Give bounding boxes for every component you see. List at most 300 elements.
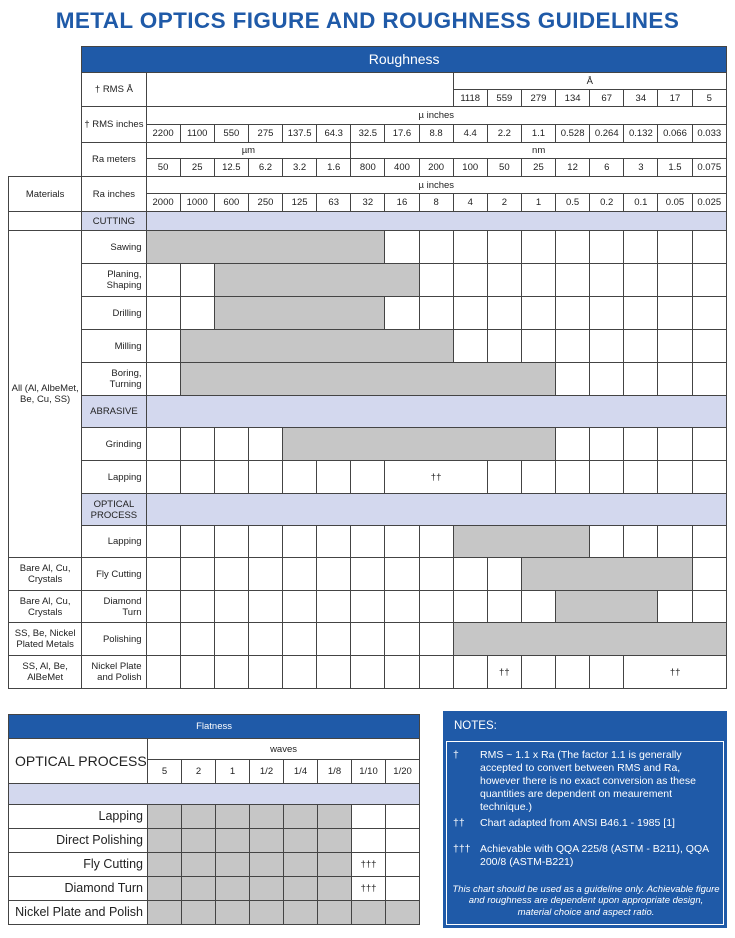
ra-meters-value: 12.5 [214, 159, 248, 177]
grid-cell [318, 877, 352, 901]
grid-cell [658, 526, 692, 558]
process-label: Polishing [82, 623, 146, 656]
grid-cell [284, 829, 318, 853]
grid-cell [180, 656, 214, 689]
grid-cell [248, 526, 282, 558]
grid-cell [180, 591, 214, 623]
grid-cell [318, 829, 352, 853]
process-row-milling [9, 330, 727, 363]
rms-inches-value: 0.528 [556, 125, 590, 143]
grid-cell [692, 363, 726, 396]
flatness-column-header: 1/10 [352, 760, 386, 784]
grid-cell [419, 656, 453, 689]
ra-meters-value: 6.2 [248, 159, 282, 177]
notes-disclaimer: This chart should be used as a guideline only. Achievable figure and roughness are dependent upon appropriate design, material choice and aspect ratio. [452, 883, 720, 918]
flatness-row-lapping [9, 805, 420, 829]
process-row-grinding [9, 428, 727, 461]
grid-cell [180, 428, 214, 461]
flatness-row-diamond-turn [9, 877, 420, 901]
ra-meters-value: 3 [624, 159, 658, 177]
ra-meters-value: 1.5 [658, 159, 692, 177]
rms-angstrom-value: 1118 [453, 90, 487, 107]
grid-cell [556, 461, 590, 494]
grid-cell [624, 330, 658, 363]
grid-cell [658, 461, 692, 494]
process-row-planing [9, 264, 727, 297]
grid-cell [250, 901, 284, 925]
grid-cell [487, 231, 521, 264]
process-label: Boring, Turning [82, 363, 146, 396]
grid-cell [487, 330, 521, 363]
grid-cell [556, 428, 590, 461]
grid-cell [216, 877, 250, 901]
grid-cell [317, 461, 351, 494]
grid-cell [284, 877, 318, 901]
rms-inches-value: 2.2 [487, 125, 521, 143]
footnote-marker: †† [385, 461, 487, 494]
grid-cell [250, 829, 284, 853]
grid-cell [250, 805, 284, 829]
ra-meters-label: Ra meters [82, 143, 146, 177]
grid-cell [487, 591, 521, 623]
grid-cell [146, 264, 180, 297]
flatness-process-label: Direct Polishing [9, 829, 148, 853]
grid-cell [214, 656, 248, 689]
grid-cell [556, 330, 590, 363]
category-cutting: CUTTING [82, 212, 146, 231]
grid-cell [283, 558, 317, 591]
grid-cell [692, 330, 726, 363]
grid-cell [453, 231, 487, 264]
category-abrasive: ABRASIVE [82, 396, 146, 428]
process-label: Milling [82, 330, 146, 363]
grid-cell [453, 656, 487, 689]
grid-cell [453, 297, 487, 330]
grid-cell [386, 853, 420, 877]
grid-cell [146, 558, 180, 591]
grid-cell [521, 264, 555, 297]
grid-cell [590, 461, 624, 494]
material-cell: SS, Be, Nickel Plated Metals [9, 623, 82, 656]
flatness-column-header: 2 [182, 760, 216, 784]
grid-cell [692, 461, 726, 494]
notes-frame [446, 741, 724, 925]
ra-inches-value: 250 [248, 194, 282, 212]
range-bar [180, 330, 453, 363]
flatness-heading: Flatness [9, 715, 420, 739]
ra-inches-value: 16 [385, 194, 419, 212]
grid-cell [590, 363, 624, 396]
grid-cell [317, 558, 351, 591]
rms-inches-value: 0.264 [590, 125, 624, 143]
rms-inches-value: 0.132 [624, 125, 658, 143]
grid-cell [146, 461, 180, 494]
note-text: Chart adapted from ANSI B46.1 - 1985 [1] [480, 817, 675, 829]
grid-cell [146, 330, 180, 363]
grid-cell [148, 805, 182, 829]
grid-cell [182, 853, 216, 877]
grid-cell [453, 264, 487, 297]
process-row-polishing [9, 623, 727, 656]
grid-cell [386, 901, 420, 925]
rms-inches-label: † RMS inches [82, 107, 146, 143]
process-row-fly-cutting [9, 558, 727, 591]
grid-cell [453, 558, 487, 591]
grid-cell [318, 853, 352, 877]
grid-cell [214, 461, 248, 494]
grid-cell [692, 558, 726, 591]
grid-cell [352, 901, 386, 925]
grid-cell [352, 829, 386, 853]
rms-angstrom-value: 34 [624, 90, 658, 107]
ra-meters-value: 6 [590, 159, 624, 177]
ra-inches-value: 4 [453, 194, 487, 212]
range-bar [521, 558, 692, 591]
rms-angstrom-value: 5 [692, 90, 726, 107]
note-text: RMS ~ 1.1 x Ra (The factor 1.1 is generally accepted to convert between RMS and Ra, however there is no exact conversion as these quantities are dependent on meaurement technique.) [480, 749, 696, 813]
grid-cell [182, 829, 216, 853]
flatness-column-header: 1/2 [250, 760, 284, 784]
grid-cell [148, 901, 182, 925]
process-row-drilling [9, 297, 727, 330]
grid-cell [351, 591, 385, 623]
grid-cell [556, 231, 590, 264]
grid-cell [419, 558, 453, 591]
grid-cell [590, 526, 624, 558]
grid-cell [556, 363, 590, 396]
flatness-row-nickel-plate [9, 901, 420, 925]
grid-cell [658, 297, 692, 330]
grid-cell [624, 526, 658, 558]
grid-cell [590, 330, 624, 363]
grid-cell [250, 877, 284, 901]
grid-cell [180, 623, 214, 656]
ra-meters-value: 50 [146, 159, 180, 177]
rms-inches-value: 1100 [180, 125, 214, 143]
grid-cell [419, 591, 453, 623]
ra-meters-value: 0.075 [692, 159, 726, 177]
material-cell: Bare Al, Cu, Crystals [9, 591, 82, 623]
flatness-process-label: Nickel Plate and Polish [9, 901, 148, 925]
grid-cell [624, 363, 658, 396]
process-label: Grinding [82, 428, 146, 461]
ra-meters-value: 1.6 [317, 159, 351, 177]
range-bar [214, 264, 419, 297]
grid-cell [487, 297, 521, 330]
category-optical: OPTICAL PROCESS [82, 494, 146, 526]
rms-inches-value: 137.5 [283, 125, 317, 143]
notes-panel [443, 711, 727, 928]
flatness-row-direct-polishing [9, 829, 420, 853]
grid-cell [317, 656, 351, 689]
grid-cell [148, 829, 182, 853]
process-row-diamond-turn [9, 591, 727, 623]
rms-inches-value: 17.6 [385, 125, 419, 143]
ra-inches-value: 63 [317, 194, 351, 212]
blank-cell [9, 107, 82, 143]
grid-cell [180, 297, 214, 330]
ra-inches-value: 1 [521, 194, 555, 212]
grid-cell [590, 656, 624, 689]
process-label: Diamond Turn [82, 591, 146, 623]
grid-cell [317, 623, 351, 656]
grid-cell [521, 461, 555, 494]
grid-cell [419, 231, 453, 264]
process-row-nickel-plate [9, 656, 727, 689]
range-bar [214, 297, 385, 330]
grid-cell [453, 591, 487, 623]
grid-cell [214, 623, 248, 656]
grid-cell [182, 901, 216, 925]
grid-cell [214, 558, 248, 591]
grid-cell [248, 461, 282, 494]
process-row-boring [9, 363, 727, 396]
grid-cell [487, 264, 521, 297]
materials-label: Materials [9, 177, 82, 212]
ra-inches-value: 0.5 [556, 194, 590, 212]
waves-label: waves [148, 739, 420, 760]
grid-cell [318, 901, 352, 925]
grid-cell [148, 853, 182, 877]
ra-inches-value: 32 [351, 194, 385, 212]
roughness-table [8, 46, 727, 689]
grid-cell [658, 231, 692, 264]
grid-cell [283, 591, 317, 623]
rms-angstrom-value: 559 [487, 90, 521, 107]
flatness-process-label: Fly Cutting [9, 853, 148, 877]
grid-cell [283, 623, 317, 656]
category-band [146, 212, 726, 231]
ra-inches-value: 0.025 [692, 194, 726, 212]
ra-meters-value: 3.2 [283, 159, 317, 177]
grid-cell [248, 591, 282, 623]
grid-cell [351, 526, 385, 558]
ra-inches-value: 0.1 [624, 194, 658, 212]
note-symbol: †† [453, 817, 465, 829]
grid-cell [386, 877, 420, 901]
grid-cell [385, 591, 419, 623]
grid-cell [182, 877, 216, 901]
grid-cell [692, 264, 726, 297]
grid-cell [216, 853, 250, 877]
rms-angstrom-value: 67 [590, 90, 624, 107]
grid-cell [692, 526, 726, 558]
footnote-marker: †† [487, 656, 521, 689]
grid-cell [146, 428, 180, 461]
grid-cell [214, 526, 248, 558]
grid-cell [658, 363, 692, 396]
grid-cell [590, 231, 624, 264]
grid-cell [214, 428, 248, 461]
grid-cell [692, 591, 726, 623]
ra-inches-value: 125 [283, 194, 317, 212]
grid-cell [385, 526, 419, 558]
grid-cell [556, 656, 590, 689]
grid-cell [248, 623, 282, 656]
grid-cell [317, 591, 351, 623]
rms-angstrom-value: 279 [521, 90, 555, 107]
grid-cell [180, 461, 214, 494]
material-cell: SS, Al, Be, AlBeMet [9, 656, 82, 689]
grid-cell [590, 297, 624, 330]
grid-cell [146, 526, 180, 558]
grid-cell [180, 264, 214, 297]
grid-cell [216, 805, 250, 829]
grid-cell [248, 558, 282, 591]
grid-cell [146, 591, 180, 623]
flatness-process-label: Diamond Turn [9, 877, 148, 901]
grid-cell [386, 829, 420, 853]
ra-meters-value: 25 [180, 159, 214, 177]
grid-cell [385, 558, 419, 591]
grid-cell [590, 428, 624, 461]
rms-inches-value: 0.033 [692, 125, 726, 143]
flatness-column-header: 1 [216, 760, 250, 784]
blank-material-cell [9, 212, 82, 231]
process-label: Fly Cutting [82, 558, 146, 591]
grid-cell [284, 805, 318, 829]
range-bar [453, 526, 590, 558]
grid-cell [624, 297, 658, 330]
grid-cell [419, 264, 453, 297]
grid-cell [419, 526, 453, 558]
flatness-table [8, 714, 420, 925]
grid-cell [146, 656, 180, 689]
grid-cell [692, 297, 726, 330]
process-label: Nickel Plate and Polish [82, 656, 146, 689]
ra-inches-value: 0.05 [658, 194, 692, 212]
grid-cell [385, 623, 419, 656]
grid-cell [351, 656, 385, 689]
flatness-optical-process-label: OPTICAL PROCESS [9, 739, 148, 784]
ra-microinch-unit: µ inches [146, 177, 726, 194]
footnote-marker: †† [624, 656, 727, 689]
process-label: Planing, Shaping [82, 264, 146, 297]
grid-cell [283, 461, 317, 494]
grid-cell [385, 231, 419, 264]
grid-cell [521, 591, 555, 623]
range-bar [180, 363, 555, 396]
rms-inches-value: 8.8 [419, 125, 453, 143]
flatness-column-header: 1/4 [284, 760, 318, 784]
flatness-column-header: 1/8 [318, 760, 352, 784]
rms-angstrom-value: 17 [658, 90, 692, 107]
rms-microinch-unit: µ inches [146, 107, 726, 125]
grid-cell [180, 526, 214, 558]
grid-cell [658, 264, 692, 297]
grid-cell [352, 805, 386, 829]
grid-cell [692, 428, 726, 461]
micrometer-unit: µm [146, 143, 351, 159]
grid-cell [317, 526, 351, 558]
grid-cell [556, 264, 590, 297]
flatness-column-header: 1/20 [386, 760, 420, 784]
note-symbol: ††† [453, 843, 471, 855]
grid-cell [146, 623, 180, 656]
note-text: Achievable with QQA 225/8 (ASTM - B211), QQA 200/8 (ASTM-B221) [480, 843, 709, 868]
process-label: Sawing [82, 231, 146, 264]
grid-cell [385, 297, 419, 330]
grid-cell [419, 297, 453, 330]
flatness-row-fly-cutting [9, 853, 420, 877]
grid-cell [590, 264, 624, 297]
grid-cell [214, 591, 248, 623]
range-bar [283, 428, 556, 461]
ra-inches-value: 2 [487, 194, 521, 212]
grid-cell [386, 805, 420, 829]
process-label: Lapping [82, 526, 146, 558]
footnote-marker: ††† [352, 877, 386, 901]
grid-cell [692, 231, 726, 264]
rms-inches-value: 275 [248, 125, 282, 143]
category-band [146, 396, 726, 428]
grid-cell [453, 330, 487, 363]
rms-inches-value: 2200 [146, 125, 180, 143]
process-label: Lapping [82, 461, 146, 494]
grid-cell [180, 558, 214, 591]
flatness-category-band [9, 784, 420, 805]
flatness-process-label: Lapping [9, 805, 148, 829]
grid-cell [521, 231, 555, 264]
ra-meters-value: 200 [419, 159, 453, 177]
notes-heading: NOTES: [454, 720, 497, 732]
grid-cell [658, 330, 692, 363]
grid-cell [419, 623, 453, 656]
grid-cell [624, 264, 658, 297]
grid-cell [146, 363, 180, 396]
grid-cell [521, 656, 555, 689]
note-symbol: † [453, 749, 459, 761]
page-title: METAL OPTICS FIGURE AND ROUGHNESS GUIDELINES [55, 8, 680, 33]
grid-cell [624, 428, 658, 461]
footnote-marker: ††† [352, 853, 386, 877]
range-bar [453, 623, 726, 656]
grid-cell [216, 901, 250, 925]
grid-cell [521, 297, 555, 330]
rms-inches-value: 64.3 [317, 125, 351, 143]
grid-cell [487, 461, 521, 494]
ra-meters-value: 50 [487, 159, 521, 177]
rms-angstrom-label: † RMS Å [82, 73, 146, 107]
grid-cell [624, 231, 658, 264]
rms-angstrom-value: 134 [556, 90, 590, 107]
roughness-heading: Roughness [82, 47, 727, 73]
grid-cell [318, 805, 352, 829]
ra-meters-value: 100 [453, 159, 487, 177]
grid-cell [284, 853, 318, 877]
grid-cell [182, 805, 216, 829]
ra-inches-value: 600 [214, 194, 248, 212]
rms-inches-value: 32.5 [351, 125, 385, 143]
grid-cell [283, 656, 317, 689]
process-row-lapping-abrasive [9, 461, 727, 494]
rms-inches-value: 1.1 [521, 125, 555, 143]
ra-inches-label: Ra inches [82, 177, 146, 212]
ra-meters-value: 800 [351, 159, 385, 177]
grid-cell [385, 656, 419, 689]
nanometer-unit: nm [351, 143, 727, 159]
grid-cell [351, 623, 385, 656]
grid-cell [216, 829, 250, 853]
ra-meters-value: 25 [521, 159, 555, 177]
empty-header [146, 73, 453, 107]
grid-cell [487, 558, 521, 591]
grid-cell [658, 428, 692, 461]
category-band [146, 494, 726, 526]
grid-cell [351, 558, 385, 591]
rms-inches-value: 0.066 [658, 125, 692, 143]
grid-cell [284, 901, 318, 925]
